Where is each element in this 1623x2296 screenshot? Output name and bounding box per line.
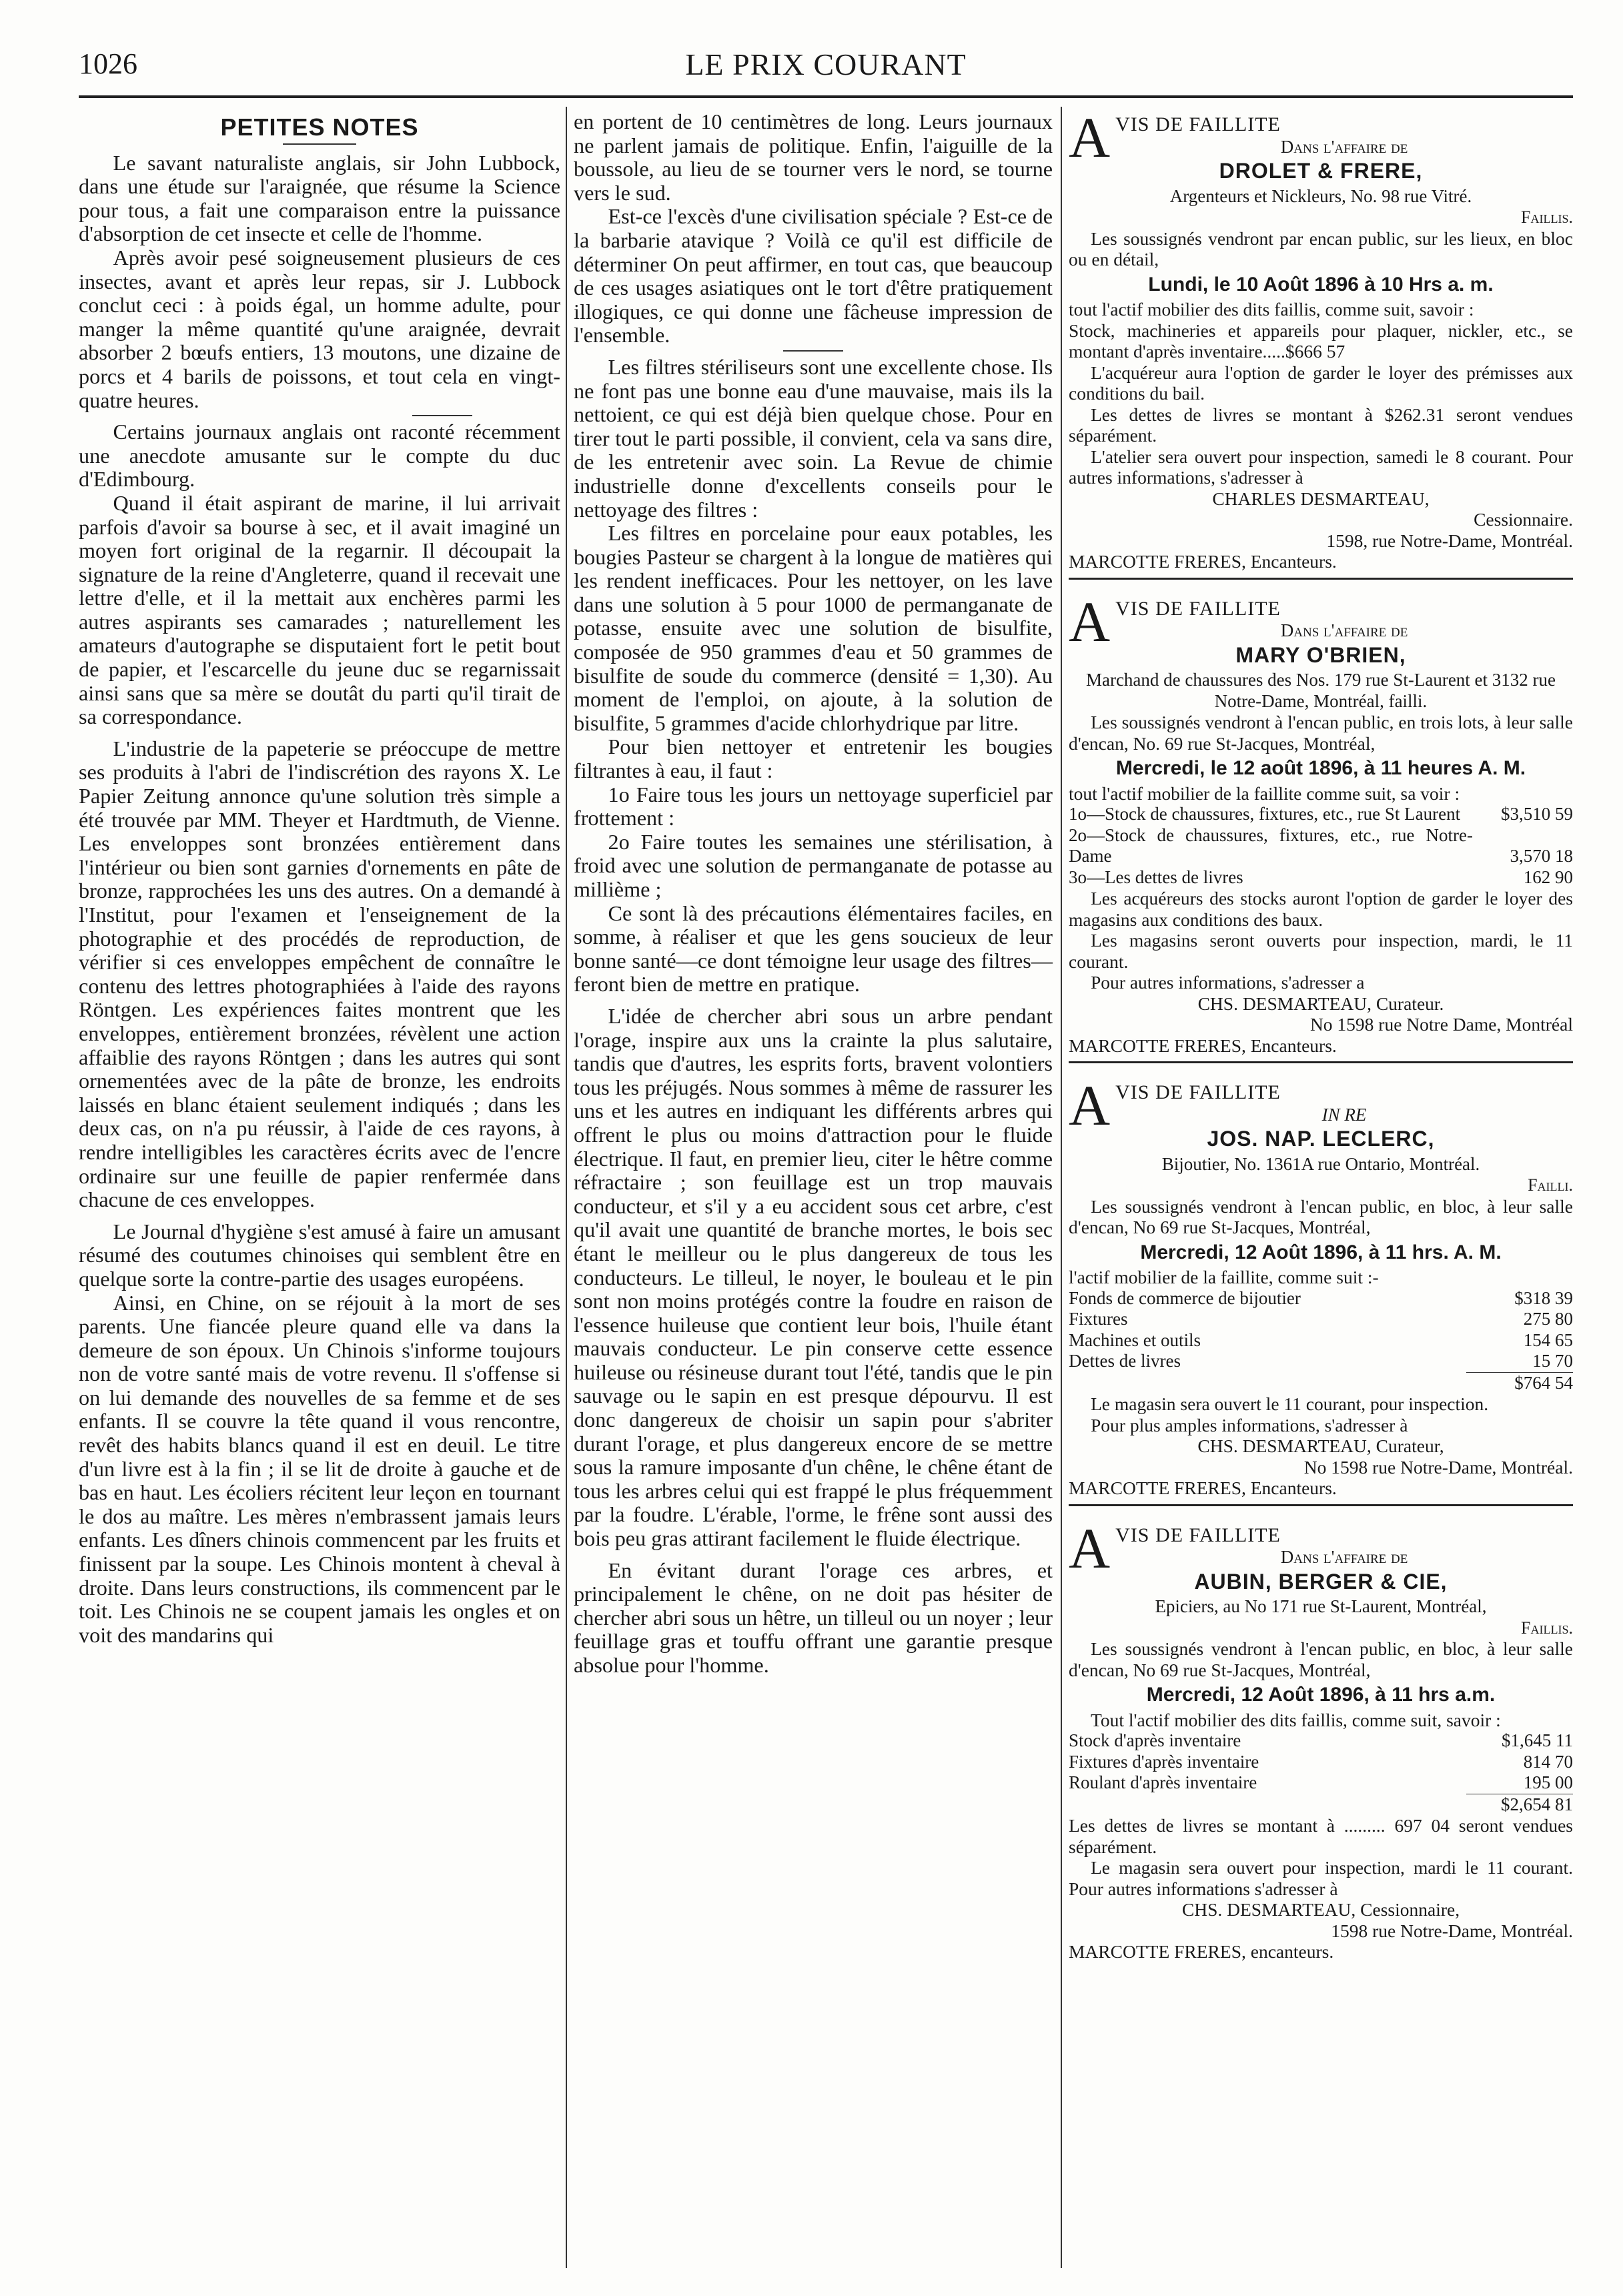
notice-address: 1598, rue Notre-Dame, Montréal. xyxy=(1326,530,1573,551)
notice-date: Mercredi, 12 Août 1896, à 11 hrs a.m. xyxy=(1146,1684,1496,1706)
notice-failli: Failli. xyxy=(1528,1175,1573,1195)
items-table xyxy=(1069,804,1573,888)
notice-sub: IN RE xyxy=(1321,1104,1367,1125)
notice-name: JOS. NAP. LECLERC, xyxy=(1207,1127,1435,1151)
bankruptcy-notice xyxy=(1069,105,1573,580)
paragraph: Après avoir pesé soigneusement plusieurs de ces insectes, avant et après leur repas, sir J. Lubbock conclut ceci : à poids égal, un homme adulte, pour manger la même quantité qu'une araignée, devrait absorber 2 bœufs entiers, 13 moutons, une dizaine de porcs et 4 barils de poissons, et tout cela en vingt-quatre heures. xyxy=(79,245,560,412)
item-label: Fixtures d'après inventaire xyxy=(1069,1751,1259,1772)
item-row xyxy=(1069,1730,1573,1752)
item-row xyxy=(1069,1309,1573,1330)
drop-cap: A xyxy=(1069,1516,1111,1580)
column-3 xyxy=(1069,105,1573,1982)
column-1 xyxy=(79,110,560,1647)
section-title: PETITES NOTES xyxy=(220,113,419,141)
notice-name: MARY O'BRIEN, xyxy=(1235,642,1406,667)
notice-line: Les dettes de livres se montant à ......... 697 04 seront vendues séparément. xyxy=(1069,1815,1573,1857)
notice-line: L'acquéreur aura l'option de garder le loyer des prémisses aux conditions du bail. xyxy=(1069,362,1573,404)
notice-address: No 1598 rue Notre Dame, Montréal xyxy=(1309,1014,1573,1035)
item-amount: 3,570 18 xyxy=(1510,846,1573,866)
item-amount: 814 70 xyxy=(1523,1751,1573,1772)
paragraph: Le Journal d'hygiène s'est amusé à faire un amusant résumé des coutumes chinoises qui semblent être en quelque sorte la contre-partie des usages européens. xyxy=(79,1219,560,1291)
notice-address: 1598 rue Notre-Dame, Montréal. xyxy=(1331,1920,1573,1941)
paragraph: Ainsi, en Chine, on se réjouit à la mort de ses parents. Une fiancée pleure quand elle va dans la demeure de son époux. Un Chinois s'informe toujours non de votre santé mais de votre revenu. Il s'offense si on lui demande des nouvelles de sa femme et de ses enfants. Il se couvre la tête quand il vous rencontre, revêt des habits blancs quand il est en deuil. Le titre d'un livre est à la fin ; il se lit de droite à gauche et de bas en haut. Les écoliers récitent leur leçon en tournant le dos au maître. Les mères n'embrassent jamais leurs enfants. Les dîners chinois commencent par les fruits et finissent par la soupe. Les Chinois montent à cheval à droite. Dans leurs constructions, ils commencent par le toit. Les Chinois ne se coupent jamais les ongles et on voit des mandarins qui xyxy=(79,1290,560,1647)
notice-intro: Les soussignés vendront à l'encan public, en bloc, à leur salle d'encan, No 69 rue St-Jacques, Montréal, xyxy=(1069,1195,1573,1237)
drop-cap: A xyxy=(1069,1073,1111,1137)
item-label: Fonds de commerce de bijoutier xyxy=(1069,1287,1301,1308)
notice-address: No 1598 rue Notre-Dame, Montréal. xyxy=(1303,1456,1573,1478)
item-row xyxy=(1069,1330,1573,1351)
item-amount: $3,510 59 xyxy=(1501,804,1573,824)
notice-intro: Les soussignés vendront par encan public, sur les lieux, en bloc ou en détail, xyxy=(1069,227,1573,269)
notice-date: Mercredi, le 12 août 1896, à 11 heures A. M. xyxy=(1115,757,1526,779)
bankruptcy-notice xyxy=(1069,1516,1573,1968)
bankruptcy-notice xyxy=(1069,589,1573,1064)
notice-name: AUBIN, BERGER & CIE, xyxy=(1194,1569,1448,1594)
notice-line: l'actif mobilier de la faillite, comme suit :- xyxy=(1069,1267,1379,1287)
paragraph: Certains journaux anglais ont raconté récemment une anecdote amusante sur le compte du duc d'Edimbourg. xyxy=(79,420,560,492)
notice-signer: CHARLES DESMARTEAU, xyxy=(1212,488,1430,509)
notice-line: Pour plus amples informations, s'adresser à xyxy=(1091,1414,1408,1436)
notice-auctioneer: MARCOTTE FRERES, Encanteurs. xyxy=(1069,1035,1337,1056)
item-label: Stock d'après inventaire xyxy=(1069,1730,1241,1750)
notice-desc: Epiciers, au No 171 rue St-Laurent, Montréal, xyxy=(1155,1596,1487,1616)
paragraph: Pour bien nettoyer et entretenir les bougies filtrantes à eau, il faut : xyxy=(574,734,1053,783)
notice-title: VIS DE FAILLITE xyxy=(1115,1081,1281,1103)
items-table xyxy=(1069,1730,1573,1794)
notice-desc: Marchand de chaussures des Nos. 179 rue St-Laurent et 3132 rue Notre-Dame, Montréal, failli. xyxy=(1085,670,1556,711)
notice-signer: CHS. DESMARTEAU, Cessionnaire, xyxy=(1181,1899,1460,1920)
item-amount: 15 70 xyxy=(1532,1351,1573,1371)
notice-line: Stock, machineries et appareils pour plaquer, nickler, etc., se montant d'après inventaire.....$666 57 xyxy=(1069,320,1573,362)
item-amount: 275 80 xyxy=(1523,1309,1573,1329)
notice-sub: Dans l'affaire de xyxy=(1280,620,1408,640)
notice-line: Les magasins seront ouverts pour inspection, mardi, le 11 courant. xyxy=(1069,930,1573,972)
items-table xyxy=(1069,1288,1573,1372)
item-amount: 162 90 xyxy=(1523,867,1573,887)
column-2 xyxy=(574,110,1053,1678)
paragraph: L'industrie de la papeterie se préoccupe de mettre ses produits à l'abri de l'indiscrétion des rayons X. Le Papier Zeitung annonce qu'une solution très simple a été trouvée par MM. Theyer et Hardtmuth, de Vienne. Les enveloppes sont bronzées entièrement dans l'intérieur ou bien sont garnies d'ornements en pâte de bronze, rapprochées les uns des autres. On a demandé à l'Institut, pour l'examen et l'enseignement de la photographie et des procédés de reproduction, de vérifier si ces enveloppes empêchent de connaître le contenu des lettres photographiées à l'aide des rayons Röntgen. Les expériences faites montrent que les enveloppes, entièrement bronzées, révèlent une action affaiblie des rayons Röntgen ; dans les autres qui sont ornementées avec de la pâte de bronze, les endroits laissés en blanc étaient seulement indiqués ; dans les deux cas, on n'a pu réussir, à l'aide de ces rayons, à rendre intelligibles les caractères écrits avec de l'encre ordinaire sur une feuille de papier renfermée dans chacune de ces enveloppes. xyxy=(79,736,560,1212)
notice-title: VIS DE FAILLITE xyxy=(1115,597,1281,620)
notice-title: VIS DE FAILLITE xyxy=(1115,113,1281,135)
item-amount: $1,645 11 xyxy=(1502,1730,1573,1750)
item-amount: 195 00 xyxy=(1523,1772,1573,1792)
notice-date: Lundi, le 10 Août 1896 à 10 Hrs a. m. xyxy=(1148,273,1494,296)
paragraph: Quand il était aspirant de marine, il lui arrivait parfois d'avoir sa bourse à sec, et il avait imaginé un moyen fort original de la regarnir. Il découpait la signature de la reine d'Angleterre, quand il recevait une lettre d'elle, et il la mettait aux enchères parmi les autres aspirants ses camarades ; naturellement les amateurs d'autographe se disputaient fort le petit bout de papier, et l'escarcelle du jeune duc se regarnissait ainsi sans que sa mère se doutât du parti qu'il tirait de sa correspondance. xyxy=(79,490,560,729)
notice-auctioneer: MARCOTTE FRERES, Encanteurs. xyxy=(1069,1478,1337,1498)
notice-line: Tout l'actif mobilier des dits faillis, comme suit, savoir : xyxy=(1091,1709,1501,1730)
notice-date: Mercredi, 12 Août 1896, à 11 hrs. A. M. xyxy=(1140,1241,1502,1263)
notice-name: DROLET & FRERE, xyxy=(1219,159,1423,183)
item-label: Dettes de livres xyxy=(1069,1351,1181,1371)
notice-auctioneer: MARCOTTE FRERES, Encanteurs. xyxy=(1069,551,1337,572)
item-row xyxy=(1069,867,1573,889)
notice-line: Les acquéreurs des stocks auront l'option de garder le loyer des magasins aux conditions des baux. xyxy=(1069,888,1573,930)
item-row xyxy=(1069,1772,1573,1794)
paragraph: Le savant naturaliste anglais, sir John Lubbock, dans une étude sur l'araignée, que résume la Science pour tous, a fait une comparaison entre la puissance d'absorption de cet insecte et celle de l'homme. xyxy=(79,150,560,246)
notice-failli: Faillis. xyxy=(1521,1618,1573,1638)
notice-line: tout l'actif mobilier de la faillite comme suit, sa voir : xyxy=(1069,782,1460,804)
item-label: Roulant d'après inventaire xyxy=(1069,1772,1257,1792)
notice-failli: Faillis. xyxy=(1521,207,1573,227)
notice-auctioneer: MARCOTTE FRERES, encanteurs. xyxy=(1069,1941,1334,1962)
item-amount: $318 39 xyxy=(1514,1287,1573,1308)
paragraph: en portent de 10 centimètres de long. Leurs journaux ne parlent jamais de politique. Enfin, l'aiguille de la boussole, au lieu de se tourner vers le nord, se tourne vers le sud. xyxy=(574,109,1053,205)
items-total: $764 54 xyxy=(1466,1372,1573,1394)
publication-title: LE PRIX COURANT xyxy=(685,47,967,81)
item-label: 3o—Les dettes de livres xyxy=(1069,867,1243,887)
notice-line: tout l'actif mobilier des dits faillis, comme suit, savoir : xyxy=(1069,299,1474,320)
notice-role: Cessionnaire. xyxy=(1474,509,1573,530)
notice-line: Pour autres informations, s'adresser a xyxy=(1091,972,1365,993)
column-divider xyxy=(566,107,567,2268)
paragraph: Est-ce l'excès d'une civilisation spéciale ? Est-ce de la barbarie atavique ? Voilà ce qu'il est difficile de déterminer On peut affirmer, en tout cas, que beaucoup de ces usages asiatiques ont le tort d'être pratiquement illogiques, ce qui donne une fâcheuse impression de l'ensemble. xyxy=(574,204,1053,348)
paragraph: Les filtres en porcelaine pour eaux potables, les bougies Pasteur se chargent à la longue de matières qui les rendent inefficaces. Pour les nettoyer, on les lave dans une solution à 5 pour 1000 de permanganate de potasse, ensuite avec une solution de bisulfite, composée de 950 grammes d'eau et 50 grammes de bisulfite de soude du commerce (densité = 1,30). Au moment de l'emploi, on ajoute, à la solution de bisulfite, 5 grammes d'acide chlorhydrique par litre. xyxy=(574,521,1053,735)
item-amount: 154 65 xyxy=(1523,1329,1573,1350)
notice-line: Le magasin sera ouvert pour inspection, mardi le 11 courant. Pour autres informations s'adresser à xyxy=(1069,1857,1573,1899)
notice-intro: Les soussignés vendront à l'encan public, en trois lots, à leur salle d'encan, No. 69 rue St-Jacques, Montréal, xyxy=(1069,712,1573,754)
notice-line: Le magasin sera ouvert le 11 courant, pour inspection. xyxy=(1091,1393,1489,1414)
page-number: 1026 xyxy=(79,47,137,80)
paragraph: L'idée de chercher abri sous un arbre pendant l'orage, inspire aux uns la crainte la plus salutaire, tandis que d'autres, les esprits forts, bravent volontiers tous les préjugés. Nous sommes à même de rassurer les uns et les autres en indiquant les différents arbres qui offrent le plus ou moins d'attraction pour le fluide électrique. Il faut, en premier lieu, citer le hêtre comme réfractaire ; son feuillage est un trop mauvais conducteur, et s'il y a eu accident sous cet arbre, c'est qu'il avait une quantité de branche mortes, le bois sec étant le meilleur ou le plus dangereux de tous les conducteurs. Le tilleul, le noyer, le bouleau et le pin sont non moins protégés contre la foudre en raison de l'essence huileuse que contient leur bois, l'huile étant mauvais conducteur. Le pin conserve cette essence huileuse ou résineuse durant tout l'été, tandis que le pin sauvage ou le sapin en est presque dépourvu. Il est donc dangereux de choisir un sapin pour s'abriter durant l'orage, et plus dangereux encore de se mettre sous la ramure imposante d'un chêne, le chêne étant de tous les arbres celui qui est frappé le plus fréquemment par la foudre. L'érable, l'orme, le frêne sont aussi des bois peu gras attirant facilement le fluide électrique. xyxy=(574,1003,1053,1551)
notice-desc: Bijoutier, No. 1361A rue Ontario, Montréal. xyxy=(1161,1153,1480,1174)
header-rule xyxy=(79,95,1573,98)
paragraph: Ce sont là des précautions élémentaires faciles, en somme, à réaliser et que les gens soucieux de leur bonne santé—ce dont témoigne leur usage des filtres—feront bien de mettre en pratique. xyxy=(574,901,1053,997)
item-row xyxy=(1069,1351,1573,1372)
notice-sub: Dans l'affaire de xyxy=(1280,1547,1408,1567)
notice-line: L'atelier sera ouvert pour inspection, samedi le 8 courant. Pour autres informations, s'adresser à xyxy=(1069,446,1573,488)
notice-desc: Argenteurs et Nickleurs, No. 98 rue Vitré. xyxy=(1169,185,1472,206)
separator-rule xyxy=(412,415,472,416)
paragraph: 2o Faire toutes les semaines une stérilisation, à froid avec une solution de permanganate de potasse au millième ; xyxy=(574,829,1053,901)
item-label: 1o—Stock de chaussures, fixtures, etc., rue St Laurent xyxy=(1069,804,1461,824)
drop-cap: A xyxy=(1069,105,1111,169)
notice-line: Les dettes de livres se montant à $262.31 seront vendues séparément. xyxy=(1069,404,1573,446)
item-row xyxy=(1069,1752,1573,1773)
items-total: $2,654 81 xyxy=(1466,1794,1573,1816)
item-row xyxy=(1069,825,1573,867)
title-rule xyxy=(283,143,356,145)
separator-rule xyxy=(783,350,843,352)
item-label: Fixtures xyxy=(1069,1309,1128,1329)
item-row xyxy=(1069,804,1573,825)
notice-signer: CHS. DESMARTEAU, Curateur. xyxy=(1197,993,1444,1014)
column-divider xyxy=(1061,107,1062,2268)
bankruptcy-notice xyxy=(1069,1073,1573,1506)
notice-signer: CHS. DESMARTEAU, Curateur, xyxy=(1197,1436,1444,1456)
item-label: Machines et outils xyxy=(1069,1329,1201,1350)
notice-sub: Dans l'affaire de xyxy=(1280,136,1408,157)
paragraph: En évitant durant l'orage ces arbres, et principalement le chêne, on ne doit pas hésiter de chercher abri sous un hêtre, un tilleul ou un noyer ; leur feuillage gras et touffu offrant une garantie presque absolue pour l'homme. xyxy=(574,1558,1053,1677)
item-label: 2o—Stock de chaussures, fixtures, etc., rue Notre-Dame xyxy=(1069,824,1473,866)
paragraph: 1o Faire tous les jours un nettoyage superficiel par frottement : xyxy=(574,782,1053,830)
notice-intro: Les soussignés vendront à l'encan public, en bloc, à leur salle d'encan, No 69 rue St-Jacques, Montréal, xyxy=(1069,1638,1573,1680)
notice-title: VIS DE FAILLITE xyxy=(1115,1524,1281,1546)
drop-cap: A xyxy=(1069,589,1111,654)
paragraph: Les filtres stériliseurs sont une excellente chose. Ils ne font pas une bonne eau d'une mauvaise, mais ils la nettoient, ce qui est déjà bien quelque chose. Pour en tirer tout le parti possible, il convient, cela va sans dire, de les entretenir avec soin. La Revue de chimie industrielle donne d'excellents conseils pour le nettoyage des filtres : xyxy=(574,354,1053,522)
item-row xyxy=(1069,1288,1573,1309)
page-header xyxy=(79,41,1573,88)
